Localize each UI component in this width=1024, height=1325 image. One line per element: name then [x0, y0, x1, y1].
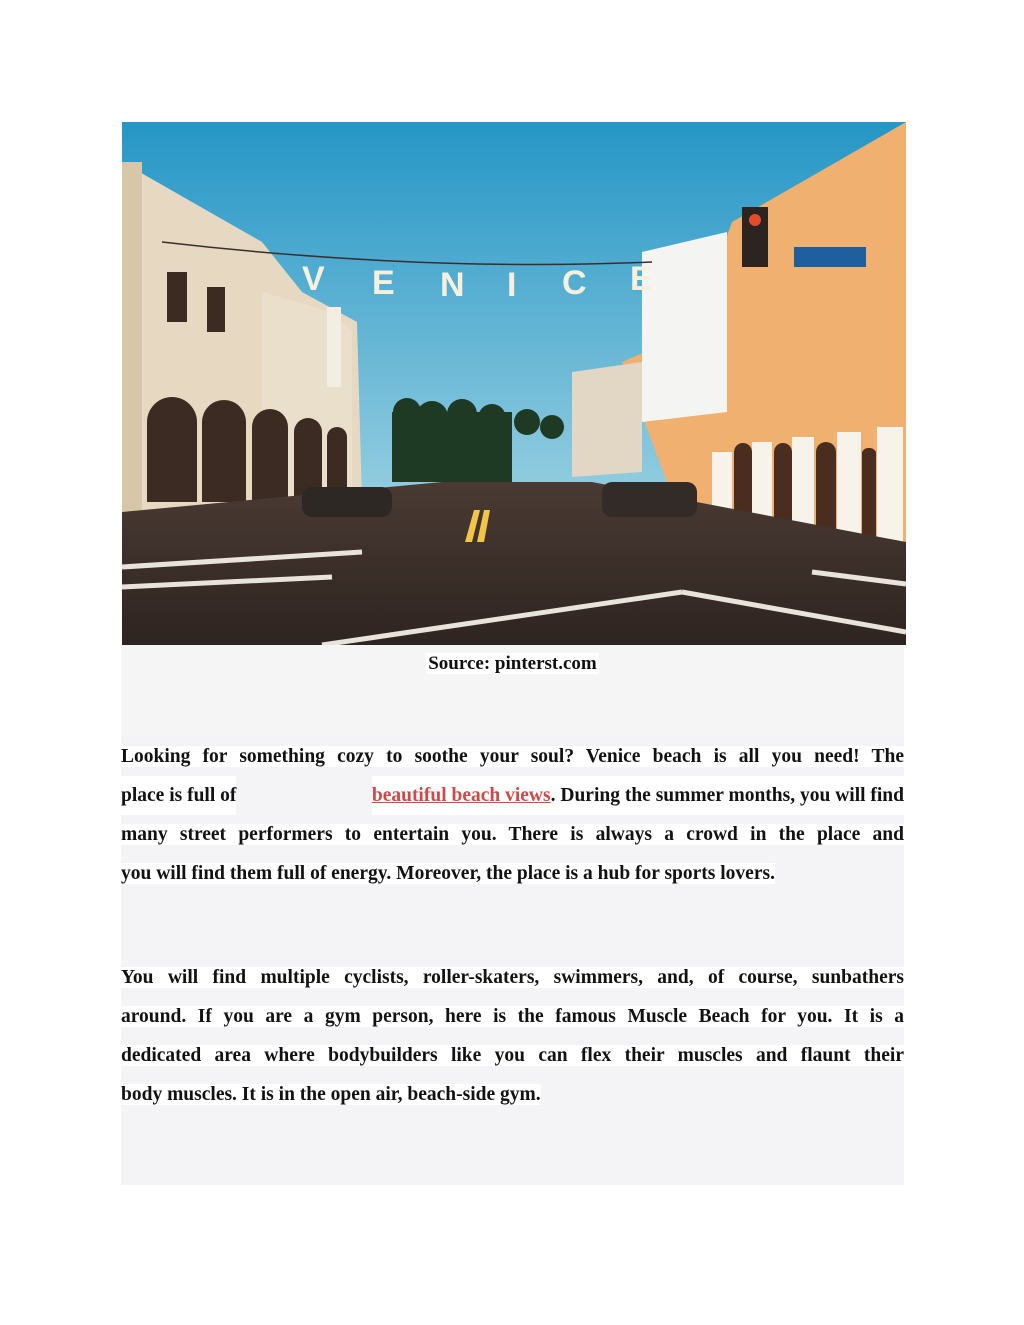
paragraph-line: place is full of beautiful beach views. During the summer months, you will find	[121, 776, 904, 815]
paragraph-line: dedicated area where bodybuilders like you can flex their muscles and flaunt their	[121, 1045, 904, 1066]
svg-text:I: I	[507, 266, 517, 304]
paragraph-line: many street performers to entertain you. There is always a crowd in the place and	[121, 824, 904, 845]
paragraph-line: you will find them full of energy. Moreover, the place is a hub for sports lovers.	[121, 863, 775, 884]
paragraph-muscle-beach	[121, 958, 904, 1185]
image-caption: Source: pinterst.com	[428, 653, 597, 674]
svg-text:E: E	[630, 260, 653, 298]
svg-text:N: N	[440, 266, 465, 304]
svg-text:C: C	[562, 264, 587, 302]
svg-text:E: E	[372, 264, 395, 302]
paragraph-line: body muscles. It is in the open air, beach-side gym.	[121, 1084, 541, 1105]
svg-text:V: V	[302, 260, 325, 298]
paragraph-venice-intro	[121, 737, 904, 963]
paragraph-line: You will find multiple cyclists, roller-skaters, swimmers, and, of course, sunbathers	[121, 967, 904, 988]
beautiful-beach-views-link[interactable]: beautiful beach views	[371, 785, 551, 806]
caption-band	[121, 645, 904, 739]
venice-street-photo	[122, 122, 906, 645]
paragraph-line: around. If you are a gym person, here is the famous Muscle Beach for you. It is a	[121, 1006, 904, 1027]
paragraph-line: Looking for something cozy to soothe your soul? Venice beach is all you need! The	[121, 746, 904, 767]
